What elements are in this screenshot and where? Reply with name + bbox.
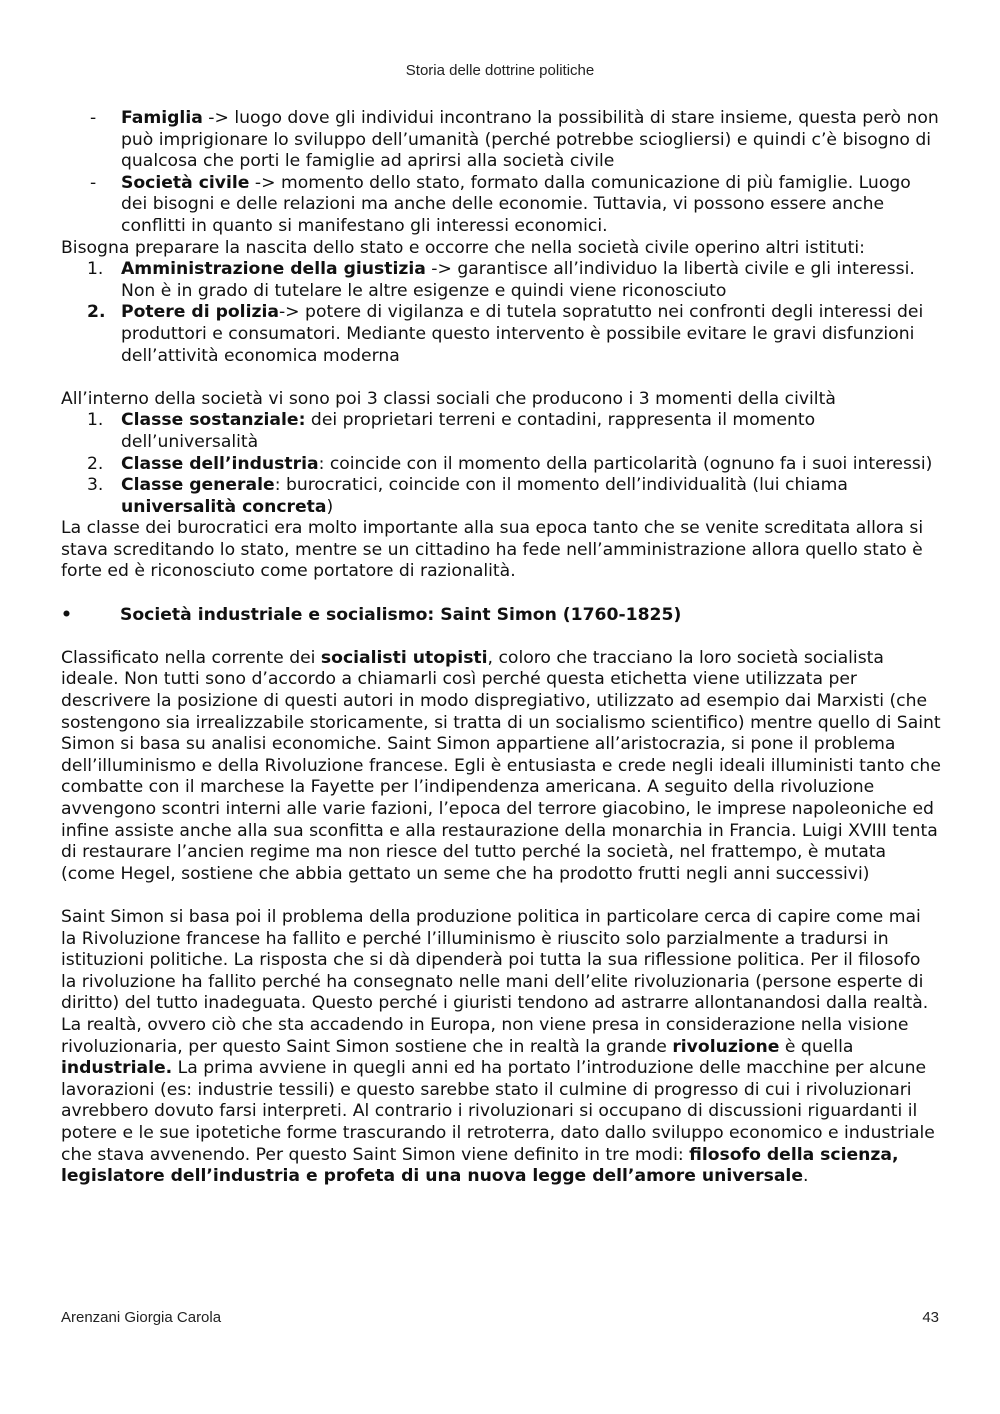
- list-item-famiglia: [61, 108, 941, 173]
- text-famiglia: -> luogo dove gli individui incontrano la possibilità di stare insieme, questa però non può imprigionare lo sviluppo dell’umanità (perché potrebbe sciogliersi) e quindi c’è bisogno di qualcosa che porti le famiglie ad aprirsi alla società civile: [121, 108, 939, 172]
- term-classe-generale: Classe generale: [121, 475, 275, 496]
- term-societa-civile: Società civile: [121, 172, 250, 193]
- saint2-text-e: La prima avviene in quegli anni ed ha portato l’introduzione delle macchine per alcune lavorazioni (es: industrie tessili) e questo sarebbe stato il culmine di progresso di cui i rivoluzionari avrebbero dovuto farsi interpreti. Al contrario i rivoluzionari si occupano di discussioni riguardanti il potere e le sue ipotetiche forme trascurando il retroterra, dato dallo sviluppo economico e industriale che stava avvenendo. Per questo Saint Simon viene definito in tre modi:: [61, 1058, 935, 1165]
- spacer: [61, 367, 941, 389]
- list-item-classe-sostanziale: [61, 410, 941, 453]
- term-tre-modi: filosofo della scienza, legislatore dell’industria e profeta di una nuova legge dell’amore universale: [61, 1144, 899, 1187]
- dash-list: [61, 108, 941, 238]
- saint1-text-a: Classificato nella corrente dei: [61, 647, 321, 668]
- page-content: [61, 108, 941, 1188]
- term-socialisti-utopisti: socialisti utopisti: [320, 647, 488, 668]
- number-marker: 1.: [87, 410, 104, 431]
- spacer: [61, 885, 941, 907]
- text-polizia: -> potere di vigilanza e di tutela sopratutto nei confronti degli interessi dei produttori e consumatori. Mediante questo intervento è possibile evitare le gravi disfunzioni dell’attività economica moderna: [121, 302, 924, 366]
- classi-list: [61, 410, 941, 518]
- saint2-text-g: .: [802, 1166, 809, 1187]
- istituti-list: [61, 259, 941, 367]
- section-heading-text: Società industriale e socialismo: Saint Simon (1760-1825): [120, 604, 682, 625]
- paragraph-burocratici: La classe dei burocratici era molto importante alla sua epoca tanto che se venite screditata allora si stava screditando lo stato, mentre se un cittadino ha fede nell’amministrazione allora quello stato è forte ed è riconosciuto come portatore di razionalità.: [61, 518, 924, 582]
- list-item-societa-civile: [61, 173, 941, 238]
- section-heading: [61, 605, 941, 627]
- text-classe-generale-end: ): [326, 496, 334, 517]
- saint2-text-c: è quella: [779, 1036, 854, 1057]
- term-industriale: industriale.: [61, 1058, 173, 1079]
- term-classe-industria: Classe dell’industria: [121, 453, 319, 474]
- spacer: [61, 626, 941, 648]
- list-item-classe-industria: [61, 454, 941, 476]
- text-classe-industria: : coincide con il momento della particolarità (ognuno fa i suoi interessi): [318, 453, 933, 474]
- term-classe-sostanziale: Classe sostanziale:: [121, 410, 306, 431]
- number-marker: 2.: [87, 453, 104, 474]
- page-header: Storia delle dottrine politiche: [405, 62, 595, 79]
- saint1-text-c: , coloro che tracciano la loro società socialista ideale. Non tutti sono d’accordo a chiamarli così perché questa etichetta viene utilizzata per descrivere la posizione di questi autori in modo dispregiativo, utilizzato ad esempio dai Marxisti (che sostengono sia irrealizzabile storicamente, si tratta di un socialismo scientifico) mentre quello di Saint Simon si basa su analisi economiche. Saint Simon appartiene all’aristocrazia, si pone il problema dell’illuminismo e della Rivoluzione francese. Egli è entusiasta e crede negli ideali illuministi tanto che combatte con il marchese la Fayette per l’indipendenza americana. A seguito della rivoluzione avvengono scontri interni alle varie fazioni, l’epoca del terrore giacobino, le imprese napoleoniche ed infine assiste anche alla sua sconfitta e alla restaurazione della monarchia in Francia. Luigi XVIII tenta di restaurare l’ancien regime ma non riesce del tutto perché la società, nel frattempo, è mutata (come Hegel, sostiene che abbia gettato un seme che ha prodotto frutti negli anni successivi): [61, 647, 941, 884]
- term-rivoluzione: rivoluzione: [672, 1036, 780, 1057]
- footer-author: Arenzani Giorgia Carola: [61, 1309, 222, 1326]
- text-classe-generale: : burocratici, coincide con il momento dell’individualità (lui chiama: [274, 475, 848, 496]
- dash-marker: -: [90, 108, 97, 128]
- text-classe-sostanziale: dei proprietari terreni e contadini, rappresenta il momento dell’universalità: [121, 410, 816, 452]
- number-marker: 2.: [87, 302, 106, 323]
- footer-page-number: 43: [922, 1309, 939, 1326]
- term-polizia: Potere di polizia: [121, 302, 279, 323]
- dash-marker: -: [90, 172, 97, 193]
- list-item-polizia: [61, 302, 941, 367]
- term-giustizia: Amministrazione della giustizia: [121, 259, 426, 280]
- paragraph-saint-simon-1: [61, 648, 941, 886]
- paragraph-classi: All’interno della società vi sono poi 3 classi sociali che producono i 3 momenti della civiltà: [61, 388, 836, 409]
- list-item-giustizia: [61, 259, 941, 302]
- bullet-icon: •: [61, 604, 72, 625]
- text-giustizia: -> garantisce all’individuo la libertà civile e gli interessi. Non è in grado di tutelare le altre esigenze e quindi viene riconosciuto: [121, 259, 915, 301]
- text-societa-civile: -> momento dello stato, formato dalla comunicazione di più famiglie. Luogo dei bisogni e delle relazioni ma anche delle economie. Tuttavia, vi possono essere anche conflitti in quanto si manifestano gli interessi economici.: [121, 172, 911, 236]
- term-universalita-concreta: universalità concreta: [121, 496, 327, 517]
- term-famiglia: Famiglia: [121, 108, 203, 128]
- paragraph-saint-simon-2: [61, 907, 941, 1188]
- number-marker: 1.: [87, 259, 104, 280]
- paragraph-istituti: Bisogna preparare la nascita dello stato e occorre che nella società civile operino altri istituti:: [61, 237, 865, 258]
- number-marker: 3.: [87, 475, 104, 496]
- list-item-classe-generale: [61, 475, 941, 518]
- spacer: [61, 583, 941, 605]
- saint2-text-a: Saint Simon si basa poi il problema della produzione politica in particolare cerca di capire come mai la Rivoluzione francese ha fallito e perché l’illuminismo è riuscito solo parzialmente a tradursi in istituzioni politiche. La risposta che si dà dipenderà poi tutta la sua riflessione politica. Per il filosofo la rivoluzione ha fallito perché ha consegnato nelle mani dell’elite rivoluzionaria (persone esperte di diritto) del tutto inadeguata. Questo perché i giuristi tendono ad astrarre allontanandosi dalla realtà. La realtà, ovvero ciò che sta accadendo in Europa, non viene presa in considerazione nella visione rivoluzionaria, per questo Saint Simon sostiene che in realtà la grande: [61, 906, 929, 1057]
